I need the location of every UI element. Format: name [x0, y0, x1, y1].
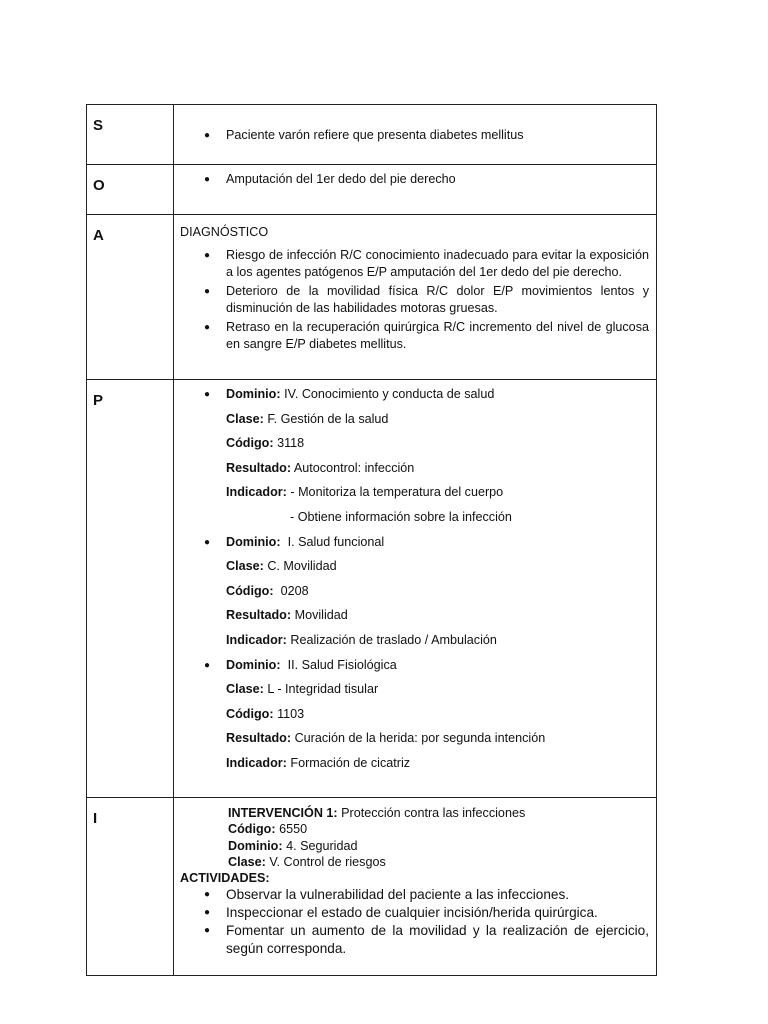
plan-clase-line: Clase: F. Gestión de la salud	[226, 411, 389, 426]
subjective-cell	[174, 105, 657, 165]
plan-codigo-line: Código: 1103	[226, 706, 305, 721]
row-a	[87, 215, 657, 380]
bullet-icon: ●	[204, 322, 211, 333]
plan-clase-line: Clase: C. Movilidad	[226, 559, 337, 574]
row-i	[87, 798, 657, 976]
list-item: ● Fomentar un aumento de la movilidad y la realización de ejercicio, según corresponda.	[204, 923, 649, 957]
diagnosis-list	[174, 247, 656, 353]
row-s	[87, 105, 657, 165]
plan-indicador-line: Indicador: - Monitoriza la temperatura del cuerpo	[226, 485, 504, 500]
intervention-codigo-line: Código: 6550	[228, 822, 308, 837]
bullet-icon: ●	[204, 286, 211, 297]
plan-indicador-line: Indicador: Formación de cicatriz	[226, 755, 411, 770]
list-item: ● Riesgo de infección R/C conocimiento inadecuado para evitar la exposición a los agentes patógenos E/P amputación del 1er dedo del pie derecho.	[204, 248, 649, 279]
list-item: ● Paciente varón refiere que presenta diabetes mellitus	[204, 128, 524, 142]
plan-dominio-line: ● Dominio: IV. Conocimiento y conducta de salud	[204, 387, 495, 401]
plan-dominio-line: ● Dominio: I. Salud funcional	[204, 534, 385, 549]
assessment-cell	[174, 215, 657, 380]
row-p	[87, 380, 657, 798]
row-o	[87, 165, 657, 215]
bullet-icon: ●	[204, 536, 211, 548]
plan-indicador-line: Indicador: Realización de traslado / Ambulación	[226, 632, 497, 647]
activities-list	[174, 886, 656, 958]
objective-cell	[174, 165, 657, 215]
row-letter-i: I	[87, 798, 174, 976]
plan-indicador-extra-line: - Obtiene información sobre la infección	[290, 509, 512, 524]
row-letter-a: A	[87, 215, 174, 380]
intervention-title-line: INTERVENCIÓN 1: Protección contra las infecciones	[228, 806, 526, 820]
plan-dominio-line: ● Dominio: II. Salud Fisiológica	[204, 657, 397, 672]
activities-heading: ACTIVIDADES:	[180, 871, 270, 886]
list-item: ● Inspeccionar el estado de cualquier incisión/herida quirúrgica.	[204, 905, 598, 921]
row-letter-s: S	[87, 105, 174, 165]
intervention-clase-line: Clase: V. Control de riesgos	[228, 854, 386, 869]
row-letter-p: P	[87, 380, 174, 798]
list-item: ● Deterioro de la movilidad física R/C dolor E/P movimientos lentos y disminución de las habilidades motoras gruesas.	[204, 284, 649, 315]
subjective-list	[174, 127, 656, 144]
soapie-table	[86, 104, 657, 976]
list-item: ● Retraso en la recuperación quirúrgica R/C incremento del nivel de glucosa en sangre E/P diabetes mellitus.	[204, 320, 649, 351]
diagnosis-heading: DIAGNÓSTICO	[180, 225, 269, 239]
bullet-icon: ●	[204, 130, 211, 141]
objective-list	[174, 171, 656, 188]
plan-codigo-line: Código: 0208	[226, 583, 309, 598]
plan-clase-line: Clase: L - Integridad tisular	[226, 682, 379, 697]
list-item: ● Amputación del 1er dedo del pie derecho	[204, 172, 456, 186]
plan-resultado-line: Resultado: Curación de la herida: por segunda intención	[226, 731, 546, 746]
plan-cell	[174, 380, 657, 798]
intervention-cell	[174, 798, 657, 976]
bullet-icon: ●	[204, 250, 211, 261]
plan-resultado-line: Resultado: Movilidad	[226, 608, 348, 623]
plan-resultado-line: Resultado: Autocontrol: infección	[226, 460, 415, 475]
bullet-icon: ●	[204, 925, 211, 937]
bullet-icon: ●	[204, 659, 211, 671]
row-letter-o: O	[87, 165, 174, 215]
bullet-icon: ●	[204, 389, 211, 400]
bullet-icon: ●	[204, 907, 211, 919]
plan-codigo-line: Código: 3118	[226, 436, 305, 451]
list-item: ● Observar la vulnerabilidad del paciente a las infecciones.	[204, 887, 570, 903]
bullet-icon: ●	[204, 174, 211, 185]
bullet-icon: ●	[204, 889, 211, 901]
intervention-dominio-line: Dominio: 4. Seguridad	[228, 838, 358, 853]
